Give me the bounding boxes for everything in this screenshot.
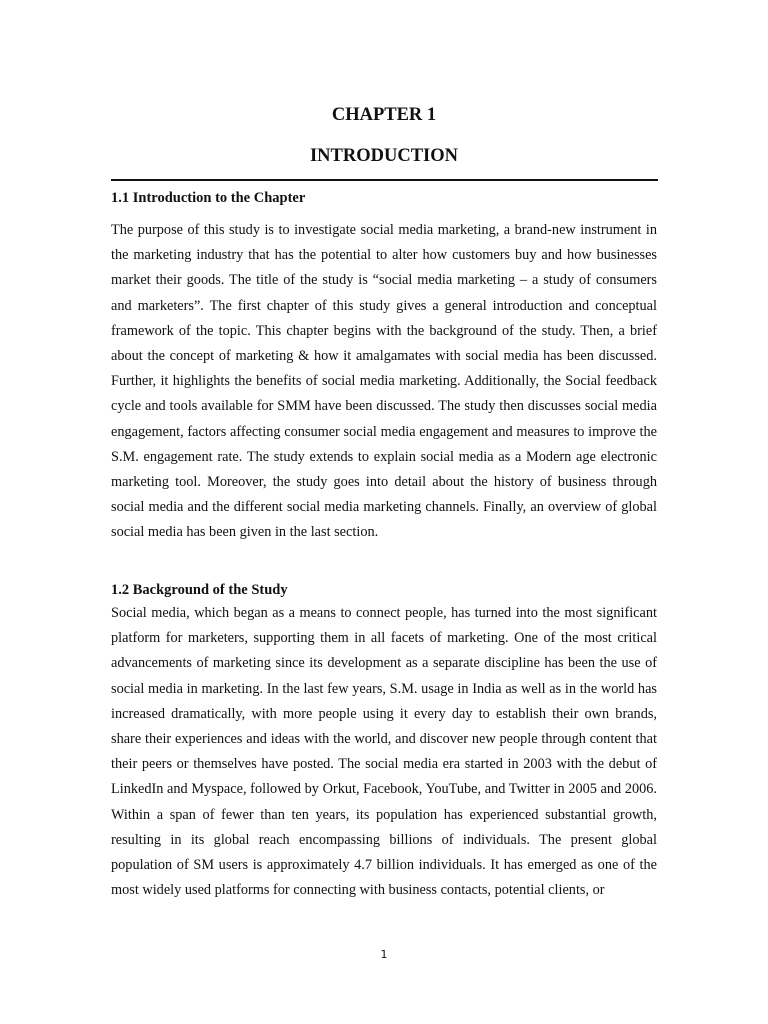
section-paragraph-background: Social media, which began as a means to connect people, has turned into the most significant platform for marketers, supporting them in all facets of marketing. One of the most critical advancements of marketing since its development as a separate discipline has been the use of social media in marketing. In the last few years, S.M. usage in India as well as in the world has increased dramatically, with more people using it every day to establish their own brands, share their experiences and ideas with the world, and discover new people through content that their peers or themselves have posted. The social media era started in 2003 with the debut of LinkedIn and Myspace, followed by Orkut, Facebook, YouTube, and Twitter in 2005 and 2006. Within a span of fewer than ten years, its population has experienced substantial growth, resulting in its global reach encompassing billions of individuals. The present global population of SM users is approximately 4.7 billion individuals. It has emerged as one of the most widely used platforms for connecting with business contacts, potential clients, or bbox=[111, 605, 657, 899]
section-heading-introduction: 1.1 Introduction to the Chapter bbox=[111, 190, 306, 206]
section-paragraph-introduction: The purpose of this study is to investigate social media marketing, a brand-new instrument in the marketing industry that has the potential to alter how customers buy and how businesses market their goods. The title of the study is “social media marketing – a study of consumers and marketers”. The first chapter of this study gives a general introduction and conceptual framework of the topic. This chapter begins with the background of the study. Then, a brief about the concept of marketing & how it amalgamates with social media has been discussed. Further, it highlights the benefits of social media marketing. Additionally, the Social feedback cycle and tools available for SMM have been discussed. The study then discusses social media engagement, factors affecting consumer social media engagement and measures to improve the S.M. engagement rate. The study extends to explain social media as a Modern age electronic marketing tool. Moreover, the study goes into detail about the history of business through social media and the different social media marketing channels. Finally, an overview of global social media has been given in the last section. bbox=[111, 222, 657, 541]
section-heading-background: 1.2 Background of the Study bbox=[111, 582, 288, 598]
chapter-number: CHAPTER 1 bbox=[331, 105, 437, 125]
page-number: 1 bbox=[380, 948, 388, 961]
chapter-title: INTRODUCTION bbox=[309, 146, 459, 166]
title-divider bbox=[111, 179, 658, 181]
